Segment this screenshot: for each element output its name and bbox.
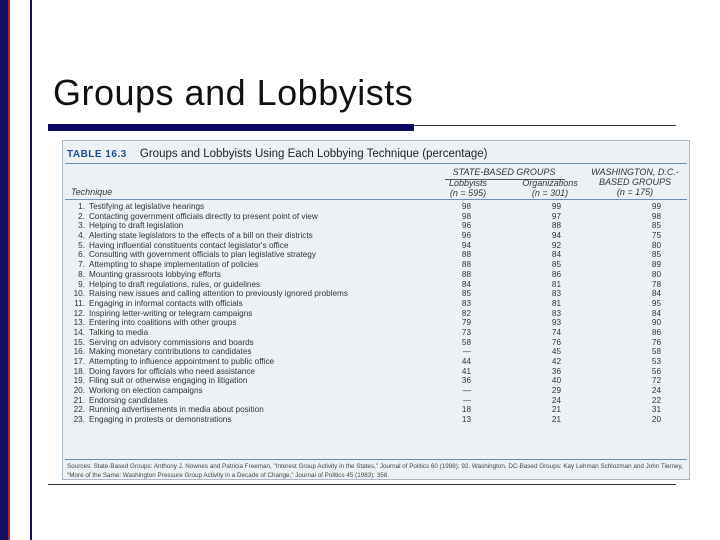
row-technique: Working on election campaigns — [89, 386, 203, 396]
row-organizations-value: 83 — [551, 289, 561, 299]
row-lobbyists-value: 83 — [461, 298, 471, 308]
row-technique: Raising new issues and calling attention to previously ignored problems — [89, 289, 348, 299]
table-row — [63, 328, 689, 338]
title-underline-thin — [414, 125, 676, 126]
group-dc-line2: BASED GROUPS — [598, 177, 672, 187]
row-dc-value: 80 — [651, 269, 661, 279]
row-organizations-value: 97 — [551, 211, 561, 221]
row-number: 20. — [73, 386, 85, 396]
row-technique: Mounting grassroots lobbying efforts — [89, 269, 221, 279]
table-row — [63, 231, 689, 241]
row-number: 9. — [78, 279, 85, 289]
table-row — [63, 415, 689, 425]
row-technique: Helping to draft regulations, rules, or guidelines — [89, 279, 261, 289]
row-number: 5. — [78, 240, 85, 250]
row-lobbyists-value: 85 — [461, 289, 471, 299]
row-organizations-value: 76 — [551, 337, 561, 347]
table-row — [63, 299, 689, 309]
row-organizations-value: 84 — [551, 250, 561, 260]
table-row — [63, 318, 689, 328]
table-row — [63, 270, 689, 280]
row-lobbyists-value: 96 — [461, 221, 471, 231]
column-header-lobbyists — [438, 178, 498, 198]
row-dc-value: 76 — [651, 337, 661, 347]
row-organizations-value: 81 — [551, 298, 561, 308]
left-accent-stripe — [8, 0, 10, 540]
row-technique: Engaging in protests or demonstrations — [89, 415, 232, 425]
table-row — [63, 405, 689, 415]
row-organizations-value: 99 — [551, 202, 561, 211]
row-dc-value: 99 — [651, 202, 661, 211]
table-row — [63, 250, 689, 260]
row-organizations-value: 81 — [551, 279, 561, 289]
row-number: 18. — [73, 366, 85, 376]
row-organizations-value: 92 — [551, 240, 561, 250]
row-lobbyists-value: 82 — [461, 308, 471, 318]
row-number: 4. — [78, 231, 85, 241]
row-dc-value: 84 — [651, 308, 661, 318]
row-dc-value: 85 — [651, 250, 661, 260]
row-dc-value: 90 — [651, 318, 661, 328]
row-organizations-value: 42 — [551, 357, 561, 366]
row-organizations-value: 45 — [551, 347, 561, 357]
row-organizations-value: 83 — [551, 308, 561, 318]
row-technique: Endorsing candidates — [89, 395, 168, 405]
row-organizations-value: 21 — [551, 405, 561, 415]
row-lobbyists-value: 96 — [461, 231, 471, 241]
table-bottom-divider — [65, 459, 687, 460]
row-organizations-value: 29 — [551, 386, 561, 396]
row-number: 16. — [73, 347, 85, 357]
row-organizations-value: 85 — [551, 260, 561, 270]
row-technique: Consulting with government officials to plan legislative strategy — [89, 250, 316, 260]
row-number: 14. — [73, 327, 85, 337]
col-lobbyists-n: (n = 595) — [449, 188, 487, 198]
row-organizations-value: 94 — [551, 231, 561, 241]
row-technique: Filing suit or otherwise engaging in litigation — [89, 376, 248, 386]
row-number: 17. — [73, 357, 85, 366]
col-organizations-n: (n = 301) — [531, 188, 569, 198]
row-lobbyists-value: 88 — [461, 250, 471, 260]
table-row — [63, 338, 689, 348]
row-organizations-value: 21 — [551, 415, 561, 425]
table-row — [63, 347, 689, 357]
row-organizations-value: 24 — [551, 395, 561, 405]
table-row — [63, 357, 689, 367]
row-lobbyists-value: 98 — [461, 202, 471, 211]
row-number: 1. — [78, 202, 85, 211]
table-sources: Sources: State-Based Groups: Anthony J. Nownes and Patricia Freeman, "Interest Group Activity in the States," Journal of Politics 60 (1998): 92. Washington, DC-Based Groups: Kay Lehman Schlozman and John Tierney, "More of the Same: Washington Pressure Group Activity in a Decade of Change," Journal of Politics 45 (1983): 358. — [67, 463, 683, 479]
group-header-dc — [583, 167, 687, 197]
row-lobbyists-value: 79 — [461, 318, 471, 328]
table-row — [63, 309, 689, 319]
header-divider — [65, 163, 687, 164]
row-technique: Inspiring letter-writing or telegram campaigns — [89, 308, 253, 318]
row-organizations-value: 93 — [551, 318, 561, 328]
row-lobbyists-value: 98 — [461, 211, 471, 221]
row-dc-value: 80 — [651, 240, 661, 250]
table-row — [63, 260, 689, 270]
table-title: Groups and Lobbyists Using Each Lobbying Technique (percentage) — [139, 148, 488, 160]
header-bottom-divider — [65, 199, 687, 200]
col-organizations-label: Organizations — [522, 178, 578, 188]
row-lobbyists-value: 58 — [461, 337, 471, 347]
data-table — [62, 140, 690, 480]
column-header-technique: Technique — [71, 187, 113, 197]
row-organizations-value: 74 — [551, 327, 561, 337]
row-technique: Testifying at legislative hearings — [89, 202, 205, 211]
row-lobbyists-value: 94 — [461, 240, 471, 250]
row-dc-value: 95 — [651, 298, 661, 308]
row-number: 13. — [73, 318, 85, 328]
row-dc-value: 86 — [651, 327, 661, 337]
row-technique: Attempting to shape implementation of policies — [89, 260, 259, 270]
row-dc-value: 31 — [651, 405, 661, 415]
table-number: TABLE 16.3 — [67, 149, 127, 160]
table-row — [63, 280, 689, 290]
row-lobbyists-value: 41 — [461, 366, 471, 376]
row-number: 19. — [73, 376, 85, 386]
left-border-line — [30, 0, 32, 540]
table-row — [63, 241, 689, 251]
row-lobbyists-value: — — [462, 395, 471, 405]
table-row — [63, 386, 689, 396]
bottom-rule — [48, 484, 676, 485]
table-row — [63, 212, 689, 222]
row-lobbyists-value: 36 — [461, 376, 471, 386]
table-row — [63, 202, 689, 212]
row-technique: Attempting to influence appointment to public office — [89, 357, 275, 366]
table-row — [63, 367, 689, 377]
row-dc-value: 53 — [651, 357, 661, 366]
group-header-state: STATE-BASED GROUPS — [452, 167, 556, 177]
row-dc-value: 78 — [651, 279, 661, 289]
row-number: 6. — [78, 250, 85, 260]
row-number: 3. — [78, 221, 85, 231]
slide-title: Groups and Lobbyists — [53, 72, 414, 113]
row-organizations-value: 88 — [551, 221, 561, 231]
row-lobbyists-value: 44 — [461, 357, 471, 366]
row-dc-value: 20 — [651, 415, 661, 425]
row-lobbyists-value: 88 — [461, 269, 471, 279]
row-number: 12. — [73, 308, 85, 318]
table-row — [63, 289, 689, 299]
row-dc-value: 22 — [651, 395, 661, 405]
row-technique: Contacting government officials directly to present point of view — [89, 211, 318, 221]
row-dc-value: 85 — [651, 221, 661, 231]
row-lobbyists-value: 88 — [461, 260, 471, 270]
row-number: 21. — [73, 395, 85, 405]
row-organizations-value: 40 — [551, 376, 561, 386]
row-technique: Entering into coalitions with other groups — [89, 318, 237, 328]
table-row — [63, 396, 689, 406]
row-lobbyists-value: 84 — [461, 279, 471, 289]
row-dc-value: 75 — [651, 231, 661, 241]
group-dc-line1: WASHINGTON, D.C.- — [591, 167, 679, 177]
table-caption — [67, 148, 487, 160]
row-organizations-value: 86 — [551, 269, 561, 279]
row-dc-value: 24 — [651, 386, 661, 396]
row-dc-value: 89 — [651, 260, 661, 270]
row-technique: Serving on advisory commissions and boards — [89, 337, 254, 347]
row-number: 23. — [73, 415, 85, 425]
row-number: 15. — [73, 337, 85, 347]
table-body — [63, 202, 689, 425]
row-number: 10. — [73, 289, 85, 299]
row-dc-value: 56 — [651, 366, 661, 376]
row-technique: Helping to draft legislation — [89, 221, 184, 231]
row-number: 7. — [78, 260, 85, 270]
row-lobbyists-value: 18 — [461, 405, 471, 415]
row-technique: Doing favors for officials who need assistance — [89, 366, 255, 376]
row-number: 11. — [74, 298, 85, 308]
col-dc-n: (n = 175) — [616, 187, 654, 197]
row-lobbyists-value: 13 — [461, 415, 471, 425]
row-lobbyists-value: — — [462, 347, 471, 357]
title-underline-thick — [48, 124, 414, 131]
row-dc-value: 98 — [651, 211, 661, 221]
row-number: 2. — [78, 211, 85, 221]
left-accent-bar — [0, 0, 8, 540]
row-lobbyists-value: 73 — [461, 327, 471, 337]
row-technique: Engaging in informal contacts with officials — [89, 298, 243, 308]
row-dc-value: 58 — [651, 347, 661, 357]
row-lobbyists-value: — — [462, 386, 471, 396]
row-technique: Running advertisements in media about position — [89, 405, 264, 415]
table-row — [63, 376, 689, 386]
row-dc-value: 84 — [651, 289, 661, 299]
row-technique: Having influential constituents contact legislator's office — [89, 240, 289, 250]
row-technique: Making monetary contributions to candidates — [89, 347, 252, 357]
row-number: 22. — [73, 405, 85, 415]
row-technique: Talking to media — [89, 327, 149, 337]
column-header-organizations — [515, 178, 585, 198]
row-number: 8. — [78, 269, 85, 279]
row-dc-value: 72 — [651, 376, 661, 386]
row-technique: Alerting state legislators to the effects of a bill on their districts — [89, 231, 313, 241]
col-lobbyists-label: Lobbyists — [448, 178, 488, 188]
table-row — [63, 221, 689, 231]
row-organizations-value: 36 — [551, 366, 561, 376]
